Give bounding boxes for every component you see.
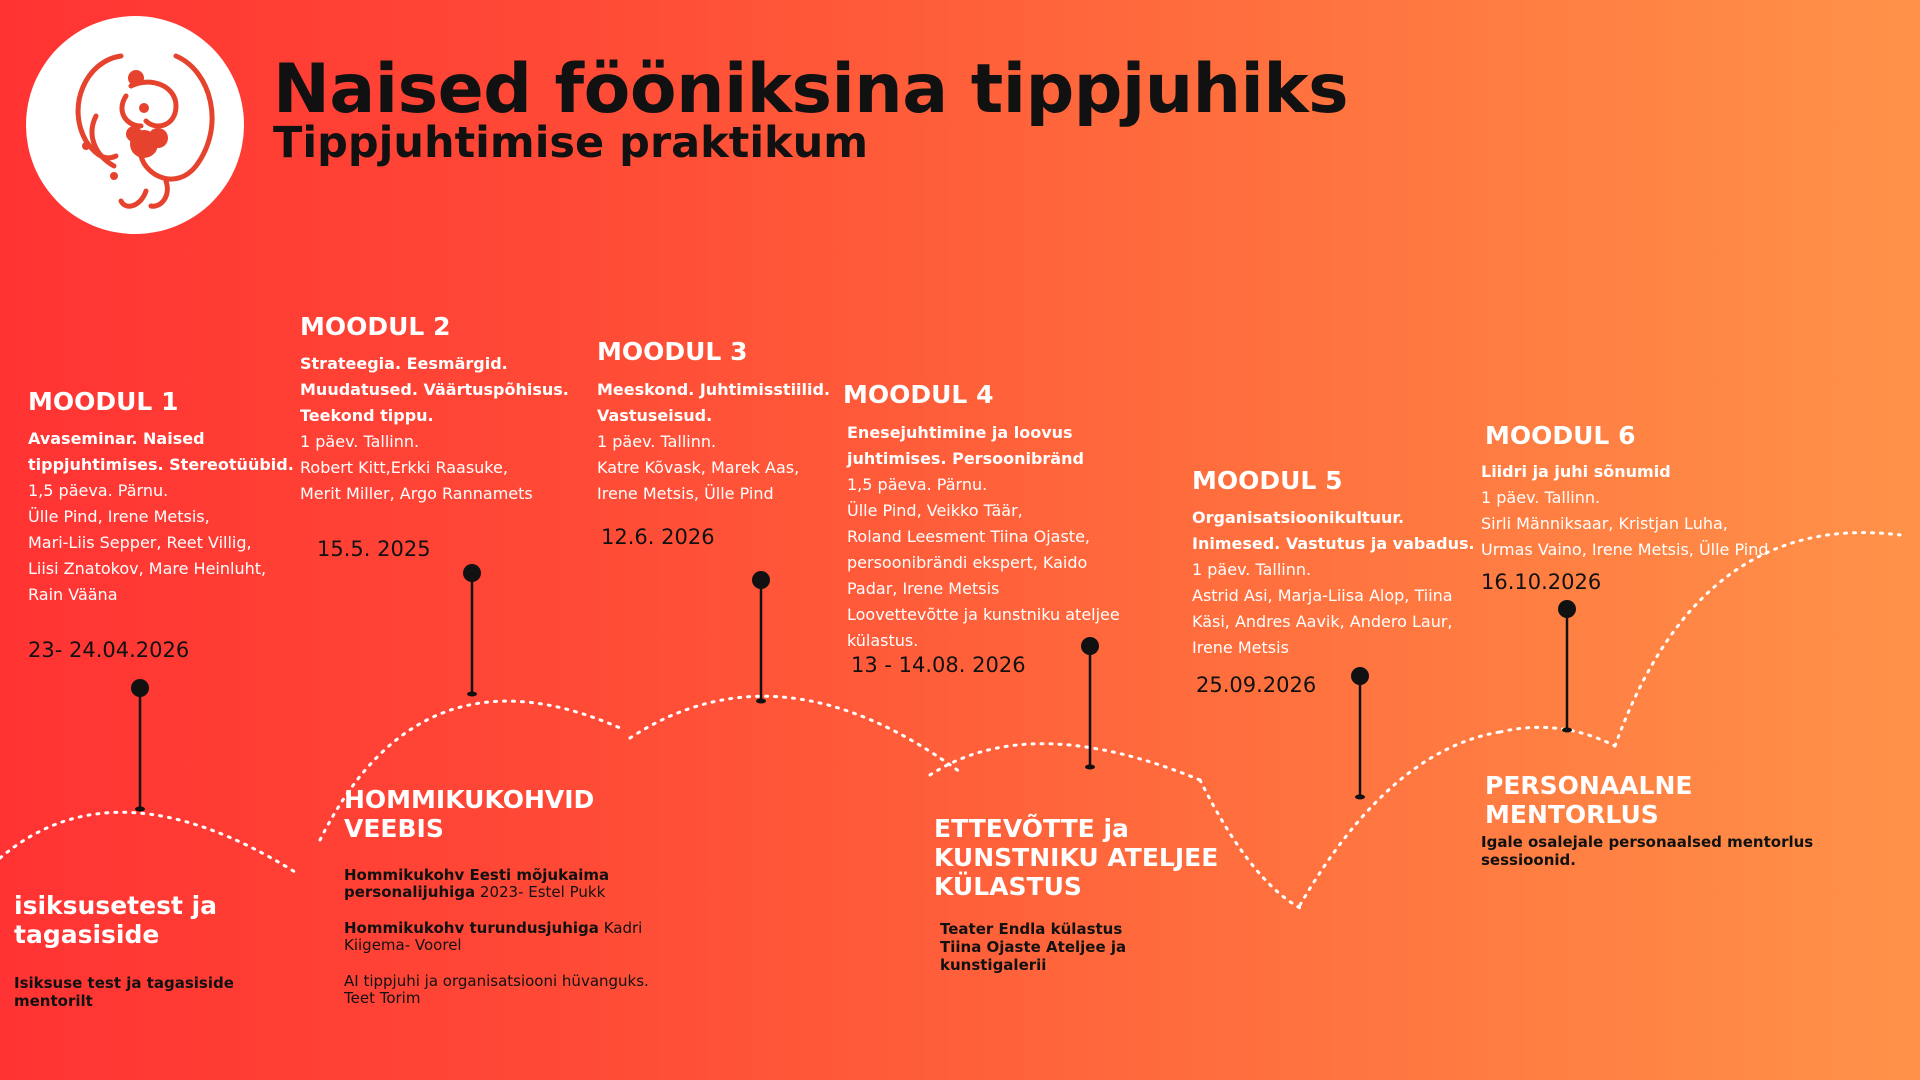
morning-coffee-item-bold: Hommikukohv Eesti mõjukaima personalijuhiga: [344, 866, 610, 901]
module-4-description-line: juhtimises. Persoonibränd: [847, 449, 1084, 468]
module-1-description-line: tippjuhtimises. Stereotüübid.: [28, 455, 294, 474]
module-6-detail-line: Sirli Männiksaar, Kristjan Luha,: [1481, 514, 1728, 533]
extra-text-line: sessioonid.: [1481, 851, 1576, 869]
module-4-detail-line: Loovettevõtte ja kunstniku ateljee: [847, 605, 1120, 624]
extra-personality-test-heading: [14, 891, 274, 949]
morning-coffee-item: [344, 867, 674, 901]
module-5-heading: MOODUL 5: [1192, 466, 1343, 495]
extra-heading-line: MENTORLUS: [1485, 800, 1659, 829]
module-5-detail-line: Irene Metsis: [1192, 638, 1289, 657]
module-3-date: 12.6. 2026: [601, 525, 715, 549]
module-3-text: [597, 377, 857, 507]
timeline-arc-8: [1615, 533, 1900, 746]
module-6-text: [1481, 459, 1801, 563]
module-1-text: [28, 426, 298, 608]
module-4-detail-line: Roland Leesment Tiina Ojaste,: [847, 527, 1090, 546]
module-4-detail-line: Ülle Pind, Veikko Täär,: [847, 501, 1023, 520]
extra-heading-line: PERSONAALNE: [1485, 771, 1693, 800]
module-1-heading: MOODUL 1: [28, 387, 179, 416]
page-title: Naised fööniksina tippjuhiks: [273, 50, 1349, 129]
module-4-detail-line: Padar, Irene Metsis: [847, 579, 1000, 598]
extra-heading-line: isiksusetest ja: [14, 891, 218, 920]
extra-heading-line: ETTEVÕTTE ja: [934, 814, 1129, 843]
module-2-date: 15.5. 2025: [317, 537, 431, 561]
module-4-text: [847, 420, 1147, 654]
module-4-heading: MOODUL 4: [843, 380, 994, 409]
module-6-detail-line: Urmas Vaino, Irene Metsis, Ülle Pind: [1481, 540, 1769, 559]
page-subtitle: Tippjuhtimise praktikum: [273, 118, 869, 168]
module-2-description-line: Strateegia. Eesmärgid.: [300, 354, 508, 373]
extra-heading-line: KUNSTNIKU ATELJEE: [934, 843, 1219, 872]
pin-base-4: [1085, 765, 1095, 770]
module-5-description-line: Organisatsioonikultuur.: [1192, 508, 1405, 527]
module-1-detail-line: Liisi Znatokov, Mare Heinluht,: [28, 559, 267, 578]
extra-mentoring-heading: [1485, 771, 1785, 829]
module-2-detail-line: Robert Kitt,Erkki Raasuke,: [300, 458, 508, 477]
morning-coffee-item-normal: 2023- Estel Pukk: [475, 883, 606, 901]
module-5-description-line: Inimesed. Vastutus ja vabadus.: [1192, 534, 1475, 553]
module-4-detail-line: persoonibrändi ekspert, Kaido: [847, 553, 1088, 572]
module-4-detail-line: 1,5 päeva. Pärnu.: [847, 475, 988, 494]
extra-text-line: kunstigalerii: [940, 956, 1047, 974]
extra-heading-line: KÜLASTUS: [934, 872, 1082, 901]
module-1-detail-line: 1,5 päeva. Pärnu.: [28, 481, 169, 500]
extra-morning-coffee-heading: [344, 785, 644, 843]
module-3-heading: MOODUL 3: [597, 337, 748, 366]
extra-morning-coffee-list: [344, 867, 674, 1007]
extra-text-line: Tiina Ojaste Ateljee ja: [940, 938, 1127, 956]
pin-base-5: [1355, 795, 1365, 800]
module-5-detail-line: Käsi, Andres Aavik, Andero Laur,: [1192, 612, 1453, 631]
module-3-description-line: Vastuseisud.: [597, 406, 713, 425]
timeline-arc-4: [930, 744, 1200, 780]
timeline-arc-1: [0, 812, 295, 872]
module-4-description-line: Enesejuhtimine ja loovus: [847, 423, 1073, 442]
module-6-description-line: Liidri ja juhi sõnumid: [1481, 462, 1671, 481]
module-4-detail-line: külastus.: [847, 631, 919, 650]
module-4-date: 13 - 14.08. 2026: [851, 653, 1026, 677]
module-5-detail-line: Astrid Asi, Marja-Liisa Alop, Tiina: [1192, 586, 1453, 605]
module-1-detail-line: Mari-Liis Sepper, Reet Villig,: [28, 533, 252, 552]
pin-head-5: [1351, 667, 1369, 685]
extra-heading-line: HOMMIKUKOHVID: [344, 785, 595, 814]
module-1-detail-line: Ülle Pind, Irene Metsis,: [28, 507, 210, 526]
module-2-heading: MOODUL 2: [300, 312, 451, 341]
module-5-text: [1192, 505, 1482, 661]
extra-personality-test-text: [14, 974, 294, 1010]
module-2-description-line: Teekond tippu.: [300, 406, 434, 425]
extra-mentoring-text: [1481, 833, 1881, 869]
pin-head-6: [1558, 600, 1576, 618]
extra-company-visit-text: [940, 920, 1220, 974]
extra-text-line: Teater Endla külastus: [940, 920, 1123, 938]
module-3-detail-line: Irene Metsis, Ülle Pind: [597, 484, 774, 503]
pin-head-1: [131, 679, 149, 697]
morning-coffee-item-bold: Hommikukohv turundusjuhiga: [344, 919, 599, 937]
module-1-detail-line: Rain Vääna: [28, 585, 118, 604]
module-1-date: 23- 24.04.2026: [28, 638, 190, 662]
pin-head-2: [463, 564, 481, 582]
timeline-arc-7: [1500, 727, 1615, 746]
module-6-date: 16.10.2026: [1481, 570, 1602, 594]
module-3-description-line: Meeskond. Juhtimisstiilid.: [597, 380, 831, 399]
module-3-detail-line: Katre Kõvask, Marek Aas,: [597, 458, 800, 477]
module-5-date: 25.09.2026: [1196, 673, 1317, 697]
pin-head-3: [752, 571, 770, 589]
extra-heading-line: VEEBIS: [344, 814, 444, 843]
module-3-detail-line: 1 päev. Tallinn.: [597, 432, 717, 451]
extra-text-line: Igale osalejale personaalsed mentorlus: [1481, 833, 1814, 851]
extra-company-visit-heading: [934, 814, 1264, 901]
morning-coffee-item-normal: AI tippjuhi ja organisatsiooni hüvanguks. Teet Torim: [344, 972, 649, 1007]
module-2-detail-line: Merit Miller, Argo Rannamets: [300, 484, 533, 503]
module-2-detail-line: 1 päev. Tallinn.: [300, 432, 420, 451]
pin-base-6: [1562, 728, 1572, 733]
pin-base-2: [467, 692, 477, 697]
extra-text-line: Isiksuse test ja tagasiside: [14, 974, 234, 992]
timeline-arc-3: [630, 696, 960, 772]
timeline-arc-6: [1300, 732, 1500, 905]
morning-coffee-item-normal: Kadri Kiigema- Voorel: [344, 919, 643, 954]
module-1-description-line: Avaseminar. Naised: [28, 429, 205, 448]
extra-text-line: mentorilt: [14, 992, 93, 1010]
extra-heading-line: tagasiside: [14, 920, 160, 949]
module-6-detail-line: 1 päev. Tallinn.: [1481, 488, 1601, 507]
morning-coffee-item: [344, 973, 674, 1007]
module-2-text: [300, 351, 590, 507]
morning-coffee-item: [344, 920, 674, 954]
module-6-heading: MOODUL 6: [1485, 421, 1636, 450]
module-5-detail-line: 1 päev. Tallinn.: [1192, 560, 1312, 579]
pin-base-3: [756, 699, 766, 704]
pin-base-1: [135, 807, 145, 812]
module-2-description-line: Muudatused. Väärtuspõhisus.: [300, 380, 569, 399]
